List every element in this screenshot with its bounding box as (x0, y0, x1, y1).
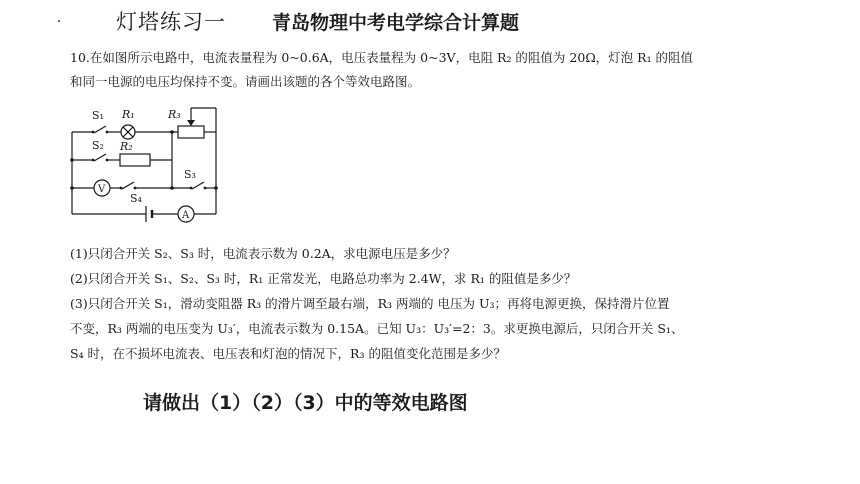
rheostat-r3 (178, 126, 204, 138)
label-r2: R₂ (120, 140, 133, 153)
label-s3: S₃ (184, 168, 196, 181)
ammeter-letter: A (182, 210, 190, 221)
label-r3: R₃ (168, 108, 181, 121)
series-title: 灯塔练习一 (116, 10, 226, 34)
slider-arrow (187, 120, 195, 126)
label-s2: S₂ (92, 139, 104, 152)
problem-intro-line-2: 和同一电源的电压均保持不变。请画出该题的各个等效电路图。 (70, 74, 421, 89)
question-3-line-1: (3)只闭合开关 S₁，滑动变阻器 R₃ 的滑片调至最右端，R₃ 两端的 电压为 U₃；再将电源更换，保持滑片位置 (70, 296, 670, 311)
question-3-line-2: 不变，R₃ 两端的电压变为 U₃′，电流表示数为 0.15A。已知 U₃：U₃′=2：3。求更换电源后，只闭合开关 S₁、 (70, 321, 684, 336)
switch-s2-blade (94, 154, 106, 161)
problem-intro-line-1: 10.在如图所示电路中，电流表量程为 0~0.6A，电压表量程为 0~3V，电阻 R₂ 的阻值为 20Ω，灯泡 R₁ 的阻值 (70, 50, 694, 65)
question-1: (1)只闭合开关 S₂、S₃ 时，电流表示数为 0.2A，求电源电压是多少？ (70, 246, 456, 261)
label-s4: S₄ (130, 192, 142, 205)
instruction-text: 请做出（1）（2）（3）中的等效电路图 (143, 392, 468, 414)
label-r1: R₁ (122, 108, 135, 121)
question-2: (2)只闭合开关 S₁、S₂、S₃ 时，R₁ 正常发光，电路总功率为 2.4W，求 R₁ 的阻值是多少？ (70, 271, 577, 286)
voltmeter-letter: V (98, 184, 106, 195)
topic-title: 青岛物理中考电学综合计算题 (272, 12, 520, 34)
question-3-line-3: S₄ 时，在不损坏电流表、电压表和灯泡的情况下，R₃ 的阻值变化范围是多少？ (70, 346, 506, 361)
circuit-diagram (66, 104, 236, 234)
resistor-r2 (120, 154, 150, 166)
switch-s4-blade (122, 182, 134, 189)
switch-s3-blade (192, 182, 204, 189)
label-s1: S₁ (92, 109, 104, 122)
decorative-dot (58, 20, 60, 22)
switch-s1-blade (94, 126, 106, 133)
